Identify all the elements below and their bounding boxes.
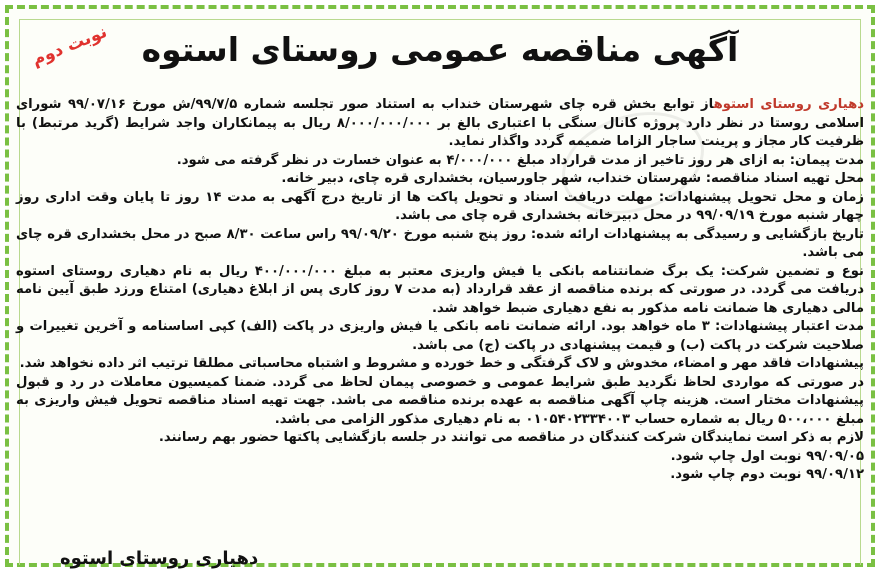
paragraph-validity: مدت اعتبار پیشنهادات: ۳ ماه خواهد بود. ارائه ضمانت نامه بانکی یا فیش واریزی در پاکت (الف) کپی اساسنامه و آخرین تغییرات و صلاحیت شرکت در پاکت (ب) و قیمت پیشنهادی در پاکت (ج) می باشد. xyxy=(16,319,865,353)
signature: دهیاری روستای استوه xyxy=(60,548,259,569)
lead-paragraph xyxy=(16,96,864,152)
paragraph-second-print: ۹۹/۰۹/۱۲ نوبت دوم چاپ شود. xyxy=(670,467,864,482)
paragraph-attendance: لازم به ذکر است نمایندگان شرکت کنندگان در مناقصه می توانند در جلسه بازگشایی پاکتها حضور بهم رسانند. xyxy=(158,430,864,445)
paragraph-submission-deadline: زمان و محل تحویل پیشنهادات: مهلت دریافت اسناد و تحویل پاکت ها از تاریخ درج آگهی به مدت ۱۴ روز تا پایان وقت اداری روز چهار شنبه مورخ ۹۹/۰۹/۱۹ در محل دبیرخانه بخشداری قره چای می باشد. xyxy=(16,189,864,223)
lead-organization: دهیاری روستای استوه xyxy=(713,97,865,112)
round-stamp: نوبت دوم xyxy=(29,21,110,71)
paragraph-guarantee: نوع و تضمین شرکت: یک برگ ضمانتنامه بانکی یا فیش واریزی معتبر به مبلغ ۴۰۰/۰۰۰/۰۰۰ ریال به نام دهیاری روستای استوه دریافت می گردد. در صورتی که برنده مناقصه از عقد قرارداد (به مدت ۷ روز کاری پس از ابلاغ دهیاری) امتناع ورزد طبق آیین نامه مالی دهیاری ها ضمانت نامه مذکور به نفع دهیاری ضبط خواهد شد. xyxy=(16,263,864,316)
paragraph-general-terms: در صورتی که مواردی لحاظ نگردید طبق شرایط عمومی و خصوصی پیمان لحاظ می گردد. ضمنا کمیسیون معاملات در رد و قبول پیشنهادات مختار است. هزینه چاپ آگهی مناقصه به عهده برنده مناقصه می باشد. جهت تهیه اسناد مناقصه تحویل فیش واریزی به مبلغ ۵۰۰،۰۰۰ ریال به شماره حساب ۰۱۰۵۴۰۲۳۳۴۰۰۳ به نام دهیاری مذکور الزامی می باشد. xyxy=(16,374,864,427)
paragraph-contract-duration: مدت پیمان: به ازای هر روز تاخیر از مدت قرارداد مبلغ ۴/۰۰۰/۰۰۰ به عنوان خسارت در نظر گرفته می شود. xyxy=(176,152,864,168)
paragraph-documents-location: محل تهیه اسناد مناقصه: شهرستان خنداب، شهر جاورسیان، بخشداری قره چای، دبیر خانه. xyxy=(281,171,864,186)
notice-body xyxy=(16,96,864,485)
lead-text: از توابع بخش قره چای شهرستان خنداب به استناد صور تجلسه شماره ۹۹/۷/۵/ش مورخ ۹۹/۰۷/۱۶ شورای اسلامی روستا در نظر دارد پروژه کانال سنگی با اعتباری بالغ بر ۸/۰۰۰/۰۰۰/۰۰۰ ریال به پیمانکاران واجد شرایط (گرید مرتبط) با ظرفیت کار مجاز و پرینت ساجار الزاما ضمیمه گردد واگذار نماید. xyxy=(16,97,864,149)
notice-title: آگهی مناقصه عمومی روستای استوه xyxy=(141,30,739,69)
paragraph-first-print: ۹۹/۰۹/۰۵ نوبت اول چاپ شود. xyxy=(670,448,864,464)
paragraph-invalid-bids: پیشنهادات فاقد مهر و امضاء، مخدوش و لاک گرفتگی و خط خورده و مشروط و اشتباه محاسباتی مطلقا ترتیب اثر داده نخواهد شد. xyxy=(19,356,864,371)
paragraph-opening-date: تاریخ بازگشایی و رسیدگی به پیشنهادات ارائه شده: روز پنج شنبه مورخ ۹۹/۰۹/۲۰ راس ساعت ۸/۳۰ صبح در محل بخشداری قره چای می باشد. xyxy=(16,226,864,260)
